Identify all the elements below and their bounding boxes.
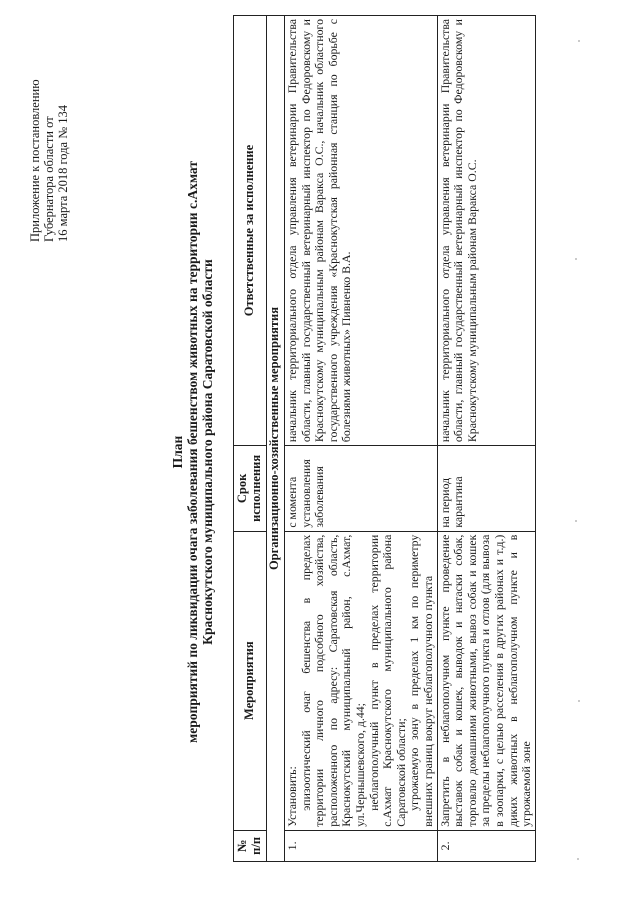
header-num: № п/п — [234, 830, 267, 861]
measure-paragraph: эпизоотический очаг бешенства в пределах территории личного подсобного хозяйства, расположенного по адресу: Саратовская область, Краснокутский муниципальный район, с.Ахмат, ул.Чернышевского, д.44; — [298, 534, 367, 827]
section-row — [267, 16, 285, 862]
table-row — [437, 16, 535, 862]
table-row — [285, 16, 438, 862]
row-deadline: с момента установления заболевания — [285, 446, 438, 532]
row-responsible: начальник территориального отдела управления ветеринарии Правительства области, главный государственный ветеринарный инспектор по Федоровскому и Краснокутскому муниципальным районам Варакса О.С. — [437, 16, 535, 446]
row-deadline: на период карантина — [437, 446, 535, 532]
appendix-note — [28, 22, 70, 242]
scan-speck — [577, 858, 579, 860]
document-title — [170, 12, 215, 892]
title-line: План — [170, 435, 185, 469]
table-header-row — [234, 16, 267, 862]
measure-paragraph: неблагополучный пункт в пределах территории с.Ахмат Краснокутского муниципального района Саратовской области; — [366, 534, 408, 827]
header-responsible: Ответственные за исполнение — [234, 16, 267, 446]
scan-speck — [575, 520, 577, 522]
appendix-line: Приложение к постановлению — [28, 79, 42, 242]
section-title: Организационно-хозяйственные мероприятия — [267, 16, 285, 862]
title-line: мероприятий по ликвидации очага заболевания бешенством животных на территории с.Ахмат — [185, 161, 200, 743]
row-responsible: начальник территориального отдела управления ветеринарии Правительства области, главный государственный ветеринарный инспектор по Федоровскому и Краснокутскому муниципальным районам Варакса О.С., начальник областного государственного учреждения «Краснокутская районная станция по борьбе с болезнями животных» Пивненко В.А. — [285, 16, 438, 446]
scan-speck — [578, 40, 580, 42]
measure-intro: Установить: — [285, 766, 299, 827]
header-measures: Мероприятия — [234, 531, 267, 830]
row-num: 2. — [437, 830, 535, 861]
row-measure: Запретить в неблагополучном пункте проведение выставок собак и кошек, выводок и натаски собак, торговлю домашними животными, вывоз собак и кошек за пределы неблагополучного пункта и отлов (для вывоза в зоопарки, с целью расселения в других районах и т.д.) диких животных в неблагополучном пункте и в угрожаемой зоне — [437, 531, 535, 830]
scan-speck — [578, 700, 580, 702]
row-measure — [285, 531, 438, 830]
rotated-sheet — [20, 12, 620, 892]
row-num: 1. — [285, 830, 438, 861]
appendix-line: 16 марта 2018 года № 134 — [56, 104, 70, 242]
appendix-line: Губернатора области от — [42, 116, 56, 242]
scan-speck — [575, 258, 577, 260]
measures-table — [233, 15, 536, 862]
header-deadline: Срок исполнения — [234, 446, 267, 532]
title-line: Краснокутского муниципального района Саратовской области — [200, 259, 215, 645]
measure-paragraph: угрожаемую зону в пределах 1 км по периметру внешних границ вокруг неблагополучного пункта — [407, 534, 435, 827]
